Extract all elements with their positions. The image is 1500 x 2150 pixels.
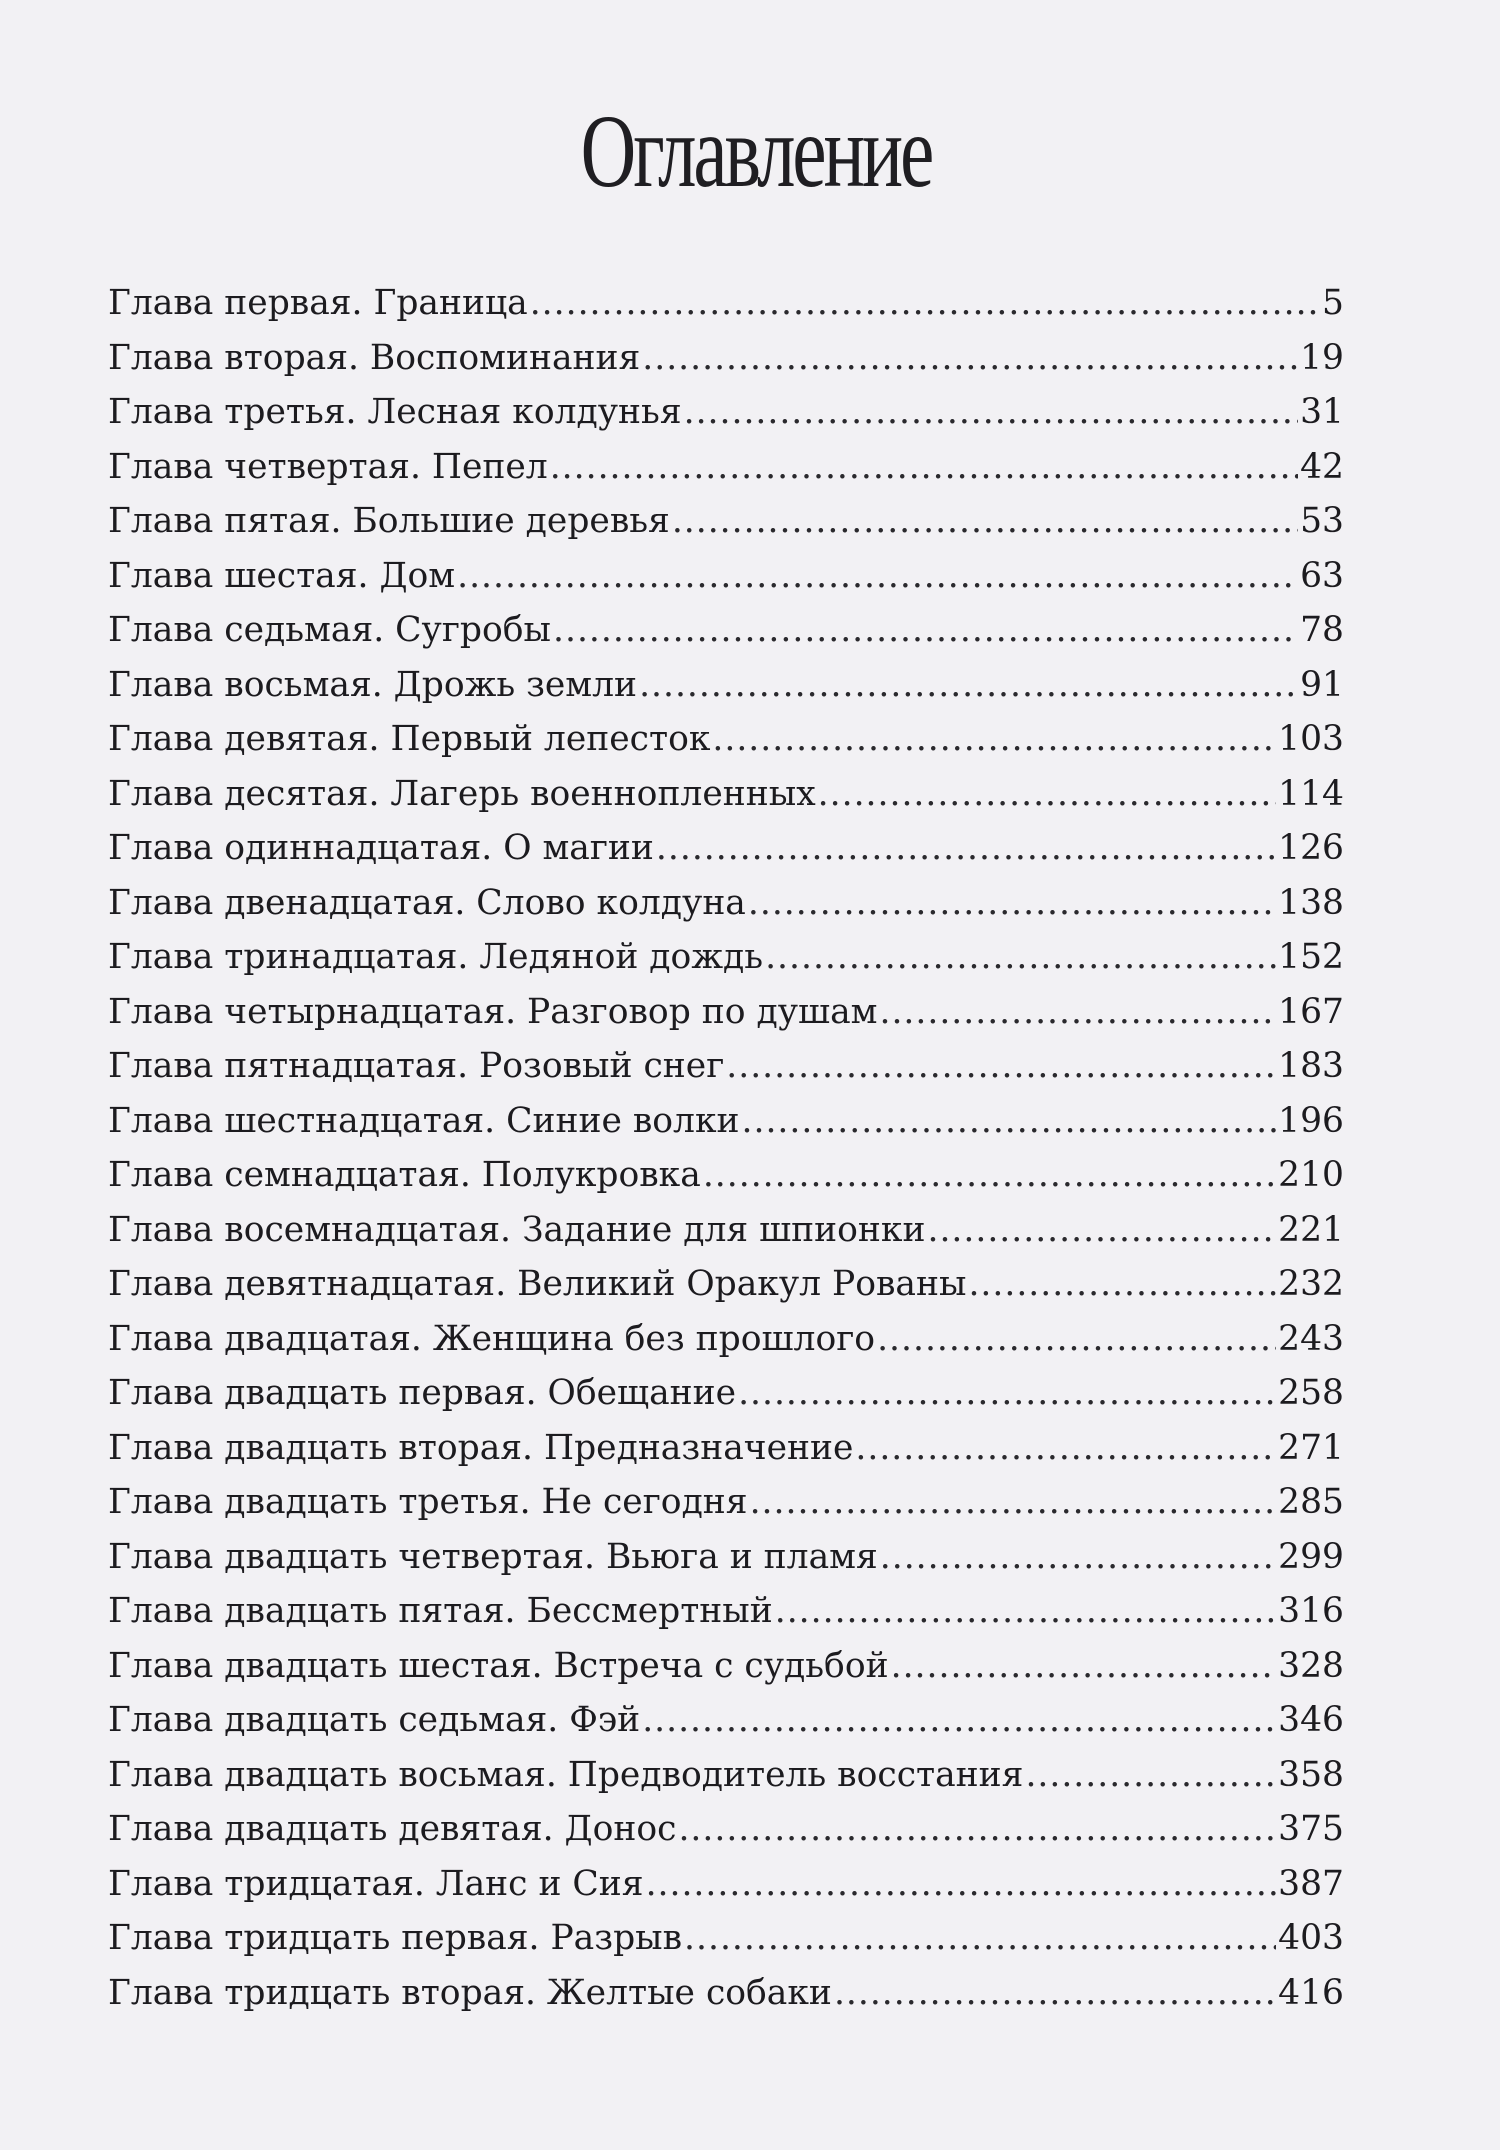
- toc-entry-page-number: 42: [1300, 446, 1344, 487]
- toc-dot-leader: [639, 658, 1298, 713]
- toc-entry: [108, 1911, 1344, 1966]
- table-of-contents: [108, 276, 1344, 2020]
- toc-entry-page-number: 416: [1278, 1972, 1344, 2013]
- toc-dot-leader: [928, 1203, 1277, 1258]
- toc-entry-page-number: 285: [1278, 1482, 1344, 1522]
- toc-entry-page-number: 271: [1278, 1427, 1344, 1468]
- toc-entry-page-number: 328: [1278, 1645, 1344, 1686]
- toc-entry-title: Глава седьмая. Сугробы: [108, 610, 552, 650]
- toc-dot-leader: [742, 1094, 1277, 1149]
- toc-entry-title: Глава четвертая. Пепел: [108, 446, 548, 487]
- toc-entry-title: Глава третья. Лесная колдунья: [108, 392, 682, 432]
- toc-dot-leader: [712, 712, 1276, 767]
- toc-entry: [108, 385, 1344, 440]
- toc-entry: [108, 767, 1344, 822]
- toc-entry-title: Глава первая. Граница: [108, 283, 528, 323]
- toc-entry: [108, 1148, 1344, 1203]
- toc-entry: [108, 1857, 1344, 1912]
- toc-entry: [108, 985, 1344, 1040]
- toc-entry-page-number: 358: [1278, 1754, 1344, 1795]
- toc-entry: [108, 603, 1344, 658]
- page-title: Оглавление: [580, 93, 932, 209]
- toc-entry-title: Глава двадцать седьмая. Фэй: [108, 1700, 641, 1740]
- toc-entry-title: Глава девятая. Первый лепесток: [108, 719, 711, 759]
- toc-entry-page-number: 19: [1300, 337, 1344, 378]
- toc-entry-title: Глава тридцать вторая. Желтые собаки: [108, 1972, 832, 2013]
- toc-entry: [108, 1693, 1344, 1748]
- toc-dot-leader: [642, 1693, 1276, 1748]
- toc-entry-title: Глава семнадцатая. Полукровка: [108, 1155, 701, 1195]
- toc-entry-title: Глава девятнадцатая. Великий Оракул Рованы: [108, 1264, 967, 1304]
- toc-dot-leader: [877, 1312, 1276, 1367]
- toc-entry: [108, 658, 1344, 713]
- toc-entry-page-number: 78: [1300, 610, 1344, 650]
- toc-entry: [108, 1584, 1344, 1639]
- toc-entry: [108, 712, 1344, 767]
- toc-dot-leader: [765, 930, 1276, 985]
- toc-dot-leader: [880, 985, 1277, 1040]
- toc-entry-page-number: 114: [1278, 773, 1344, 814]
- toc-entry: [108, 821, 1344, 876]
- toc-dot-leader: [738, 1366, 1276, 1421]
- toc-entry-page-number: 5: [1322, 283, 1344, 323]
- toc-dot-leader: [550, 440, 1298, 495]
- toc-entry: [108, 1094, 1344, 1149]
- toc-entry-title: Глава пятая. Большие деревья: [108, 501, 670, 541]
- toc-entry-page-number: 167: [1278, 991, 1344, 1032]
- toc-entry: [108, 1421, 1344, 1476]
- toc-dot-leader: [968, 1257, 1276, 1312]
- toc-dot-leader: [750, 1475, 1277, 1530]
- toc-dot-leader: [726, 1039, 1276, 1094]
- toc-entry: [108, 1639, 1344, 1694]
- toc-entry-page-number: 31: [1300, 392, 1344, 432]
- toc-entry-title: Глава двадцать первая. Обещание: [108, 1373, 737, 1413]
- toc-dot-leader: [656, 821, 1276, 876]
- toc-entry: [108, 276, 1344, 331]
- toc-entry-page-number: 387: [1278, 1863, 1344, 1904]
- toc-dot-leader: [818, 767, 1276, 822]
- toc-dot-leader: [553, 603, 1298, 658]
- toc-entry-title: Глава одиннадцатая. О магии: [108, 828, 654, 868]
- toc-entry: [108, 1203, 1344, 1258]
- toc-entry-page-number: 210: [1278, 1155, 1344, 1195]
- toc-dot-leader: [642, 331, 1298, 386]
- toc-entry: [108, 1366, 1344, 1421]
- toc-entry-page-number: 299: [1278, 1536, 1344, 1577]
- toc-entry-title: Глава шестая. Дом: [108, 555, 456, 596]
- toc-entry-title: Глава двадцать пятая. Бессмертный: [108, 1591, 773, 1631]
- toc-entry-title: Глава восьмая. Дрожь земли: [108, 664, 638, 705]
- toc-entry-page-number: 196: [1278, 1100, 1344, 1141]
- toc-entry-title: Глава двадцать восьмая. Предводитель восстания: [108, 1754, 1024, 1795]
- toc-entry-title: Глава четырнадцатая. Разговор по душам: [108, 991, 878, 1032]
- toc-entry-page-number: 346: [1278, 1700, 1344, 1740]
- toc-dot-leader: [703, 1148, 1276, 1203]
- toc-entry: [108, 331, 1344, 386]
- toc-dot-leader: [684, 385, 1298, 440]
- toc-entry-title: Глава двадцать третья. Не сегодня: [108, 1482, 748, 1522]
- toc-dot-leader: [855, 1421, 1276, 1476]
- toc-entry-page-number: 138: [1278, 882, 1344, 923]
- toc-dot-leader: [457, 549, 1298, 604]
- toc-entry-title: Глава тридцать первая. Разрыв: [108, 1918, 683, 1958]
- toc-entry-page-number: 403: [1278, 1918, 1344, 1958]
- toc-entry-title: Глава двадцать вторая. Предназначение: [108, 1427, 854, 1468]
- toc-entry-title: Глава двадцать девятая. Донос: [108, 1809, 677, 1849]
- toc-dot-leader: [530, 276, 1320, 331]
- toc-entry-title: Глава вторая. Воспоминания: [108, 337, 641, 378]
- toc-entry-title: Глава пятнадцатая. Розовый снег: [108, 1046, 725, 1086]
- toc-entry-title: Глава двадцатая. Женщина без прошлого: [108, 1318, 876, 1359]
- toc-entry-title: Глава тринадцатая. Ледяной дождь: [108, 937, 764, 977]
- toc-dot-leader: [748, 876, 1276, 931]
- toc-entry-page-number: 103: [1278, 719, 1344, 759]
- toc-entry-page-number: 91: [1300, 664, 1344, 705]
- toc-entry-title: Глава двенадцатая. Слово колдуна: [108, 882, 746, 923]
- toc-entry: [108, 1257, 1344, 1312]
- toc-entry-page-number: 152: [1278, 937, 1344, 977]
- toc-entry-page-number: 53: [1300, 501, 1344, 541]
- toc-dot-leader: [646, 1857, 1277, 1912]
- toc-dot-leader: [775, 1584, 1276, 1639]
- toc-entry: [108, 1475, 1344, 1530]
- toc-entry-page-number: 183: [1278, 1046, 1344, 1086]
- toc-dot-leader: [891, 1639, 1277, 1694]
- toc-entry-title: Глава тридцатая. Ланс и Сия: [108, 1863, 644, 1904]
- toc-entry: [108, 930, 1344, 985]
- toc-entry-page-number: 126: [1278, 828, 1344, 868]
- toc-entry-page-number: 221: [1278, 1209, 1344, 1250]
- toc-entry: [108, 1748, 1344, 1803]
- toc-entry-title: Глава восемнадцатая. Задание для шпионки: [108, 1209, 926, 1250]
- toc-entry: [108, 1802, 1344, 1857]
- toc-entry-page-number: 243: [1278, 1318, 1344, 1359]
- toc-entry: [108, 1966, 1344, 2021]
- toc-entry-page-number: 63: [1300, 555, 1344, 596]
- toc-entry-page-number: 316: [1278, 1591, 1344, 1631]
- toc-dot-leader: [684, 1911, 1276, 1966]
- toc-entry: [108, 876, 1344, 931]
- toc-entry: [108, 549, 1344, 604]
- toc-entry-page-number: 258: [1278, 1373, 1344, 1413]
- toc-entry: [108, 1312, 1344, 1367]
- toc-entry: [108, 1530, 1344, 1585]
- toc-dot-leader: [672, 494, 1298, 549]
- toc-entry-title: Глава двадцать шестая. Встреча с судьбой: [108, 1645, 889, 1686]
- toc-entry: [108, 1039, 1344, 1094]
- toc-entry-title: Глава шестнадцатая. Синие волки: [108, 1100, 740, 1141]
- toc-dot-leader: [834, 1966, 1276, 2021]
- toc-entry-title: Глава двадцать четвертая. Вьюга и пламя: [108, 1536, 878, 1577]
- toc-dot-leader: [678, 1802, 1276, 1857]
- toc-entry: [108, 494, 1344, 549]
- toc-entry-page-number: 232: [1278, 1264, 1344, 1304]
- toc-entry: [108, 440, 1344, 495]
- toc-entry-title: Глава десятая. Лагерь военнопленных: [108, 773, 816, 814]
- toc-dot-leader: [880, 1530, 1276, 1585]
- toc-entry-page-number: 375: [1278, 1809, 1344, 1849]
- toc-dot-leader: [1025, 1748, 1276, 1803]
